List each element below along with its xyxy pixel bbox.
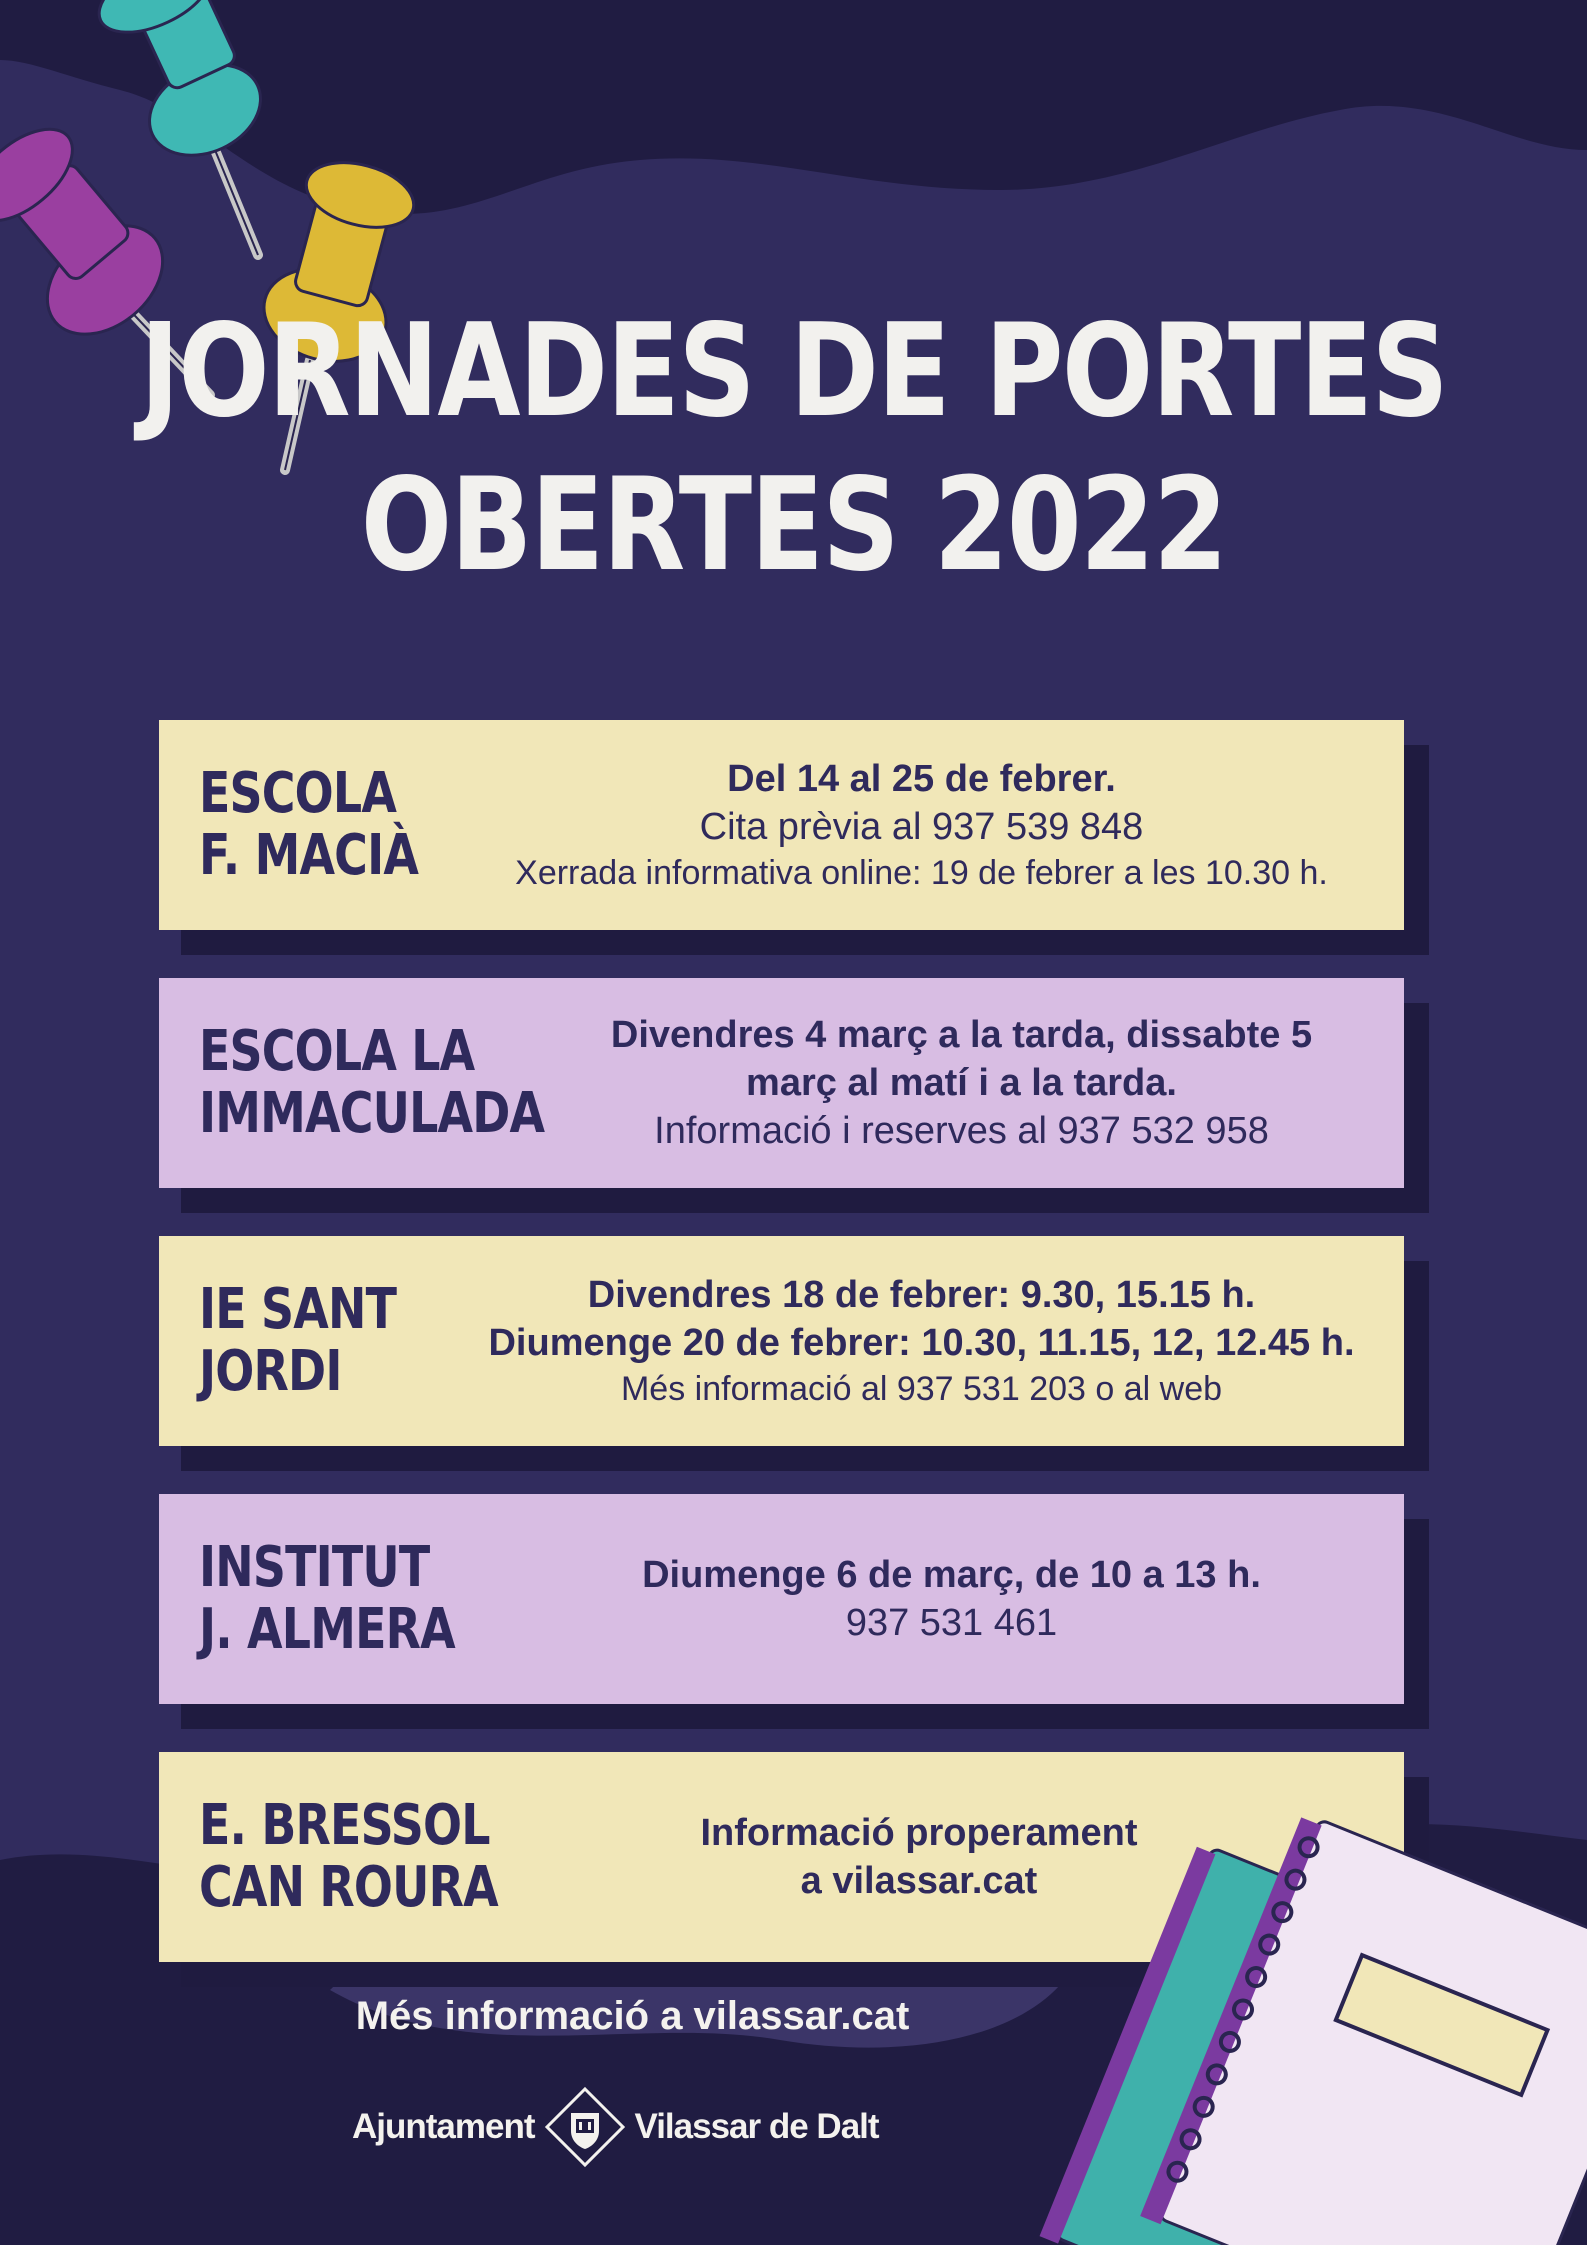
- school-name: E. BRESSOL CAN ROURA: [199, 1793, 498, 1920]
- info-website: a vilassar.cat: [800, 1860, 1038, 1902]
- more-info-link[interactable]: Més informació a vilassar.cat: [355, 1994, 910, 2038]
- school-name: ESCOLA F. MACIÀ: [199, 761, 419, 888]
- info-talk: Xerrada informativa online: 19 de febrer a les 10.30 h.: [515, 854, 1328, 892]
- coat-of-arms-icon: [543, 2085, 627, 2169]
- info-dates: Del 14 al 25 de febrer.: [727, 758, 1116, 800]
- info-phone: Informació i reserves al 937 532 958: [654, 1110, 1269, 1152]
- school-name: INSTITUT J. ALMERA: [199, 1535, 455, 1662]
- info-dates: Divendres 4 març a la tarda, dissabte 5: [610, 1014, 1313, 1056]
- school-name: ESCOLA LA IMMACULADA: [199, 1019, 545, 1146]
- title-line-2: OBERTES 2022: [360, 451, 1227, 600]
- town-hall-logo: [352, 2085, 879, 2169]
- info-phone: Cita prèvia al 937 539 848: [699, 806, 1144, 848]
- info-sunday: Diumenge 20 de febrer: 10.30, 11.15, 12, 12.45 h.: [488, 1322, 1355, 1364]
- title-line-1: JORNADES DE PORTES: [139, 297, 1448, 446]
- logo-left-text: Ajuntament: [352, 2107, 535, 2146]
- school-name: IE SANT JORDI: [199, 1277, 397, 1404]
- info-dates-cont: març al matí i a la tarda.: [746, 1062, 1177, 1104]
- info-phone: Més informació al 937 531 203 o al web: [620, 1370, 1223, 1408]
- info-phone: 937 531 461: [845, 1602, 1058, 1644]
- info-soon: Informació properament: [700, 1812, 1138, 1854]
- info-friday: Divendres 18 de febrer: 9.30, 15.15 h.: [587, 1274, 1256, 1316]
- info-dates: Diumenge 6 de març, de 10 a 13 h.: [642, 1554, 1261, 1596]
- logo-right-text: Vilassar de Dalt: [634, 2107, 879, 2146]
